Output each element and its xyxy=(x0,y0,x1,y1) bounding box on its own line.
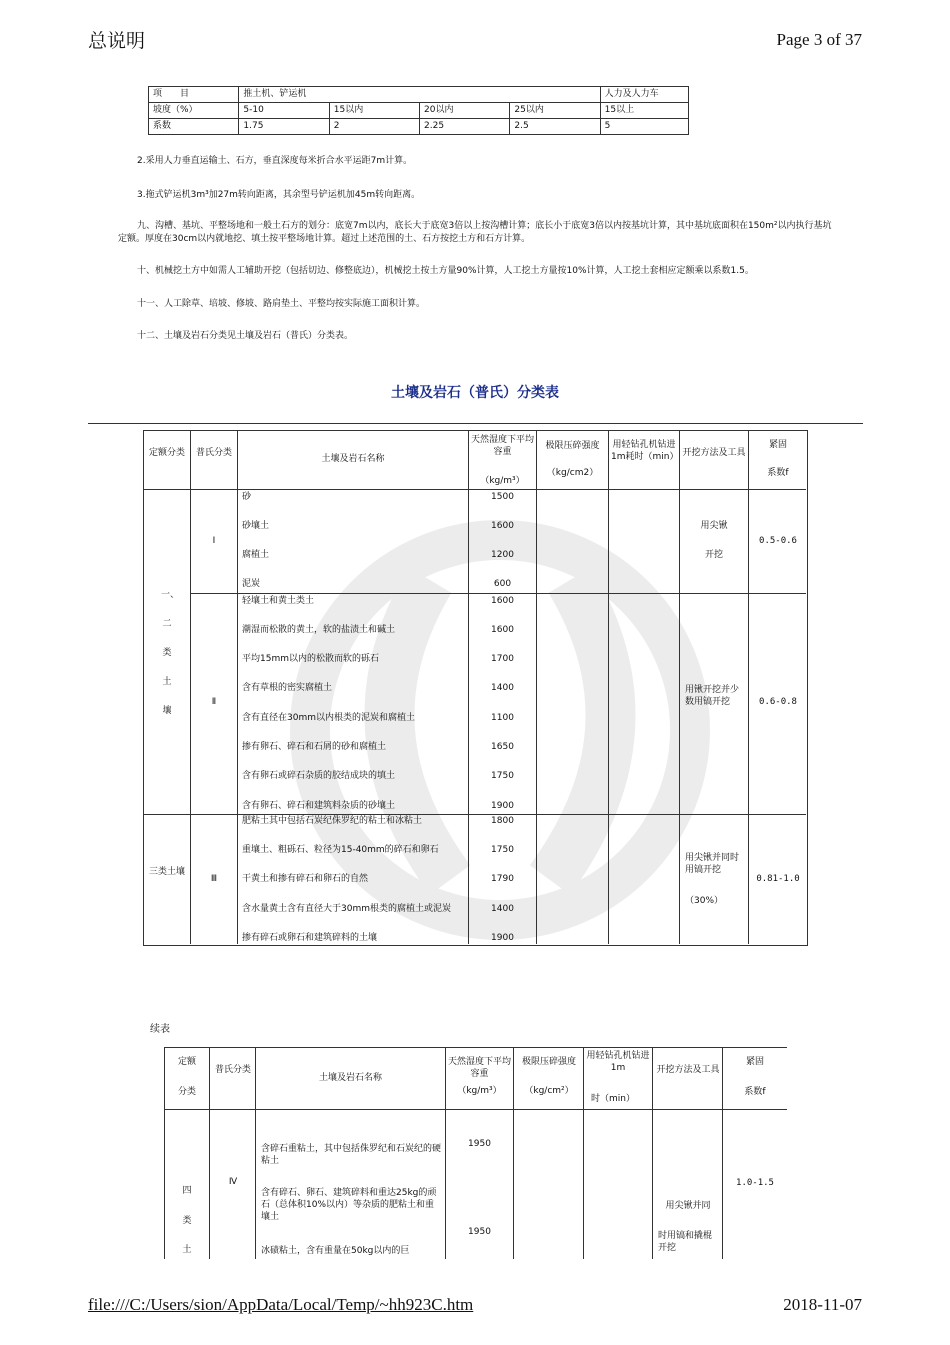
soil-name: 重壤土、粗砾石、粒径为15-40mm的碎石和卵石 xyxy=(242,845,439,855)
soil-name: 砂 xyxy=(242,492,252,502)
soil-name: 冰碛粘土，含有重量在50kg以内的巨 xyxy=(261,1246,410,1256)
density-value: 1750 xyxy=(491,845,514,855)
table-cell: 2.25 xyxy=(420,119,510,135)
paragraph-11: 十一、人工除草、培坡、修坡、路肩垫土、平整均按实际施工面积计算。 xyxy=(137,299,426,309)
density-value: 1400 xyxy=(491,904,514,914)
soil-name: 含有直径在30mm以内根类的泥炭和腐植土 xyxy=(242,713,415,723)
soil-name: 含碎石重粘土，其中包括侏罗纪和石炭纪的硬粘土 xyxy=(261,1144,442,1166)
slope-coefficient-table xyxy=(148,86,689,135)
document-title: 总说明 xyxy=(88,30,146,52)
header-excavation-method: 开挖方法及工具 xyxy=(656,1065,720,1075)
density-value: 1700 xyxy=(491,654,514,664)
header-firmness: 紧固 xyxy=(768,440,787,450)
soil-name: 含有草根的密实腐植土 xyxy=(242,683,333,693)
soil-name: 轻壤土和黄土类土 xyxy=(242,596,315,606)
header-drill-time: 用轻钻孔机钻进1m耗时（min） xyxy=(611,440,679,462)
group-label-part: 四 xyxy=(182,1186,192,1196)
density-value: 1200 xyxy=(491,550,514,560)
soil-name: 干黄土和掺有碎石和卵石的自然 xyxy=(242,874,369,884)
protodyakonov-class-III: Ⅲ xyxy=(210,874,218,884)
header-drill-time-unit: 时（min） xyxy=(591,1094,635,1104)
page-indicator: Page 3 of 37 xyxy=(776,30,862,49)
table-row xyxy=(149,119,689,135)
soil-name: 砂壤土 xyxy=(242,521,270,531)
density-value: 1600 xyxy=(491,521,514,531)
density-value: 1950 xyxy=(468,1227,491,1237)
density-value: 1950 xyxy=(468,1139,491,1149)
excavation-method: 开挖 xyxy=(704,550,723,560)
soil-name: 泥炭 xyxy=(242,579,261,589)
firmness-coef: 0.5-0.6 xyxy=(759,536,797,546)
firmness-coef: 1.0-1.5 xyxy=(736,1178,774,1188)
header-soil-name: 土壤及岩石名称 xyxy=(318,1073,382,1083)
header-protodyakonov-class: 普氏分类 xyxy=(214,1065,251,1075)
soil-classification-table-continued xyxy=(164,1047,787,1259)
table-cell: 项 目 xyxy=(149,87,239,103)
firmness-coef: 0.81-1.0 xyxy=(756,874,800,884)
header-firmness-coef: 系数f xyxy=(767,468,789,478)
group-label-part: 土 xyxy=(182,1245,192,1255)
table-cell: 15以上 xyxy=(600,103,688,119)
header-strength-unit: （kg/cm²） xyxy=(524,1086,574,1096)
excavation-method-note: （30%） xyxy=(685,896,724,906)
table-cell: 5 xyxy=(600,119,688,135)
soil-classification-table xyxy=(143,430,808,946)
density-value: 1100 xyxy=(491,713,514,723)
group-label-class-1-2: 一、二类土壤 xyxy=(161,590,180,716)
soil-name: 掺有碎石或卵石和建筑碎料的土壤 xyxy=(242,933,378,943)
density-value: 1600 xyxy=(491,625,514,635)
paragraph-2: 2.采用人力垂直运输土、石方，垂直深度每米折合水平运距7m计算。 xyxy=(137,156,413,166)
soil-name: 潮湿而松散的黄土，软的盐渍土和碱土 xyxy=(242,625,396,635)
header-excavation-method: 开挖方法及工具 xyxy=(682,448,746,458)
density-value: 1650 xyxy=(491,742,514,752)
excavation-method: 用尖锹 xyxy=(700,521,728,531)
table-row xyxy=(149,103,689,119)
density-value: 1900 xyxy=(491,933,514,943)
soil-name: 含有碎石、卵石、建筑碎料和重达25kg的顽石（总体积10%以内）等杂质的肥粘土和重壤土 xyxy=(261,1188,437,1222)
header-density: 天然湿度下平均容重 xyxy=(471,435,535,457)
protodyakonov-class-I: Ⅰ xyxy=(212,536,216,546)
table-cell: 1.75 xyxy=(239,119,329,135)
density-value: 1400 xyxy=(491,683,514,693)
excavation-method: 时用镐和撬棍开挖 xyxy=(658,1231,713,1253)
protodyakonov-class-IV: Ⅳ xyxy=(228,1177,238,1187)
soil-name: 平均15mm以内的松散而软的砾石 xyxy=(242,654,379,664)
soil-name: 含水量黄土含有直径大于30mm根类的腐植土或泥炭 xyxy=(242,904,451,914)
header-quota-class: 定额分类 xyxy=(148,448,185,458)
header-compressive-strength: 极限压碎强度 xyxy=(521,1057,576,1067)
table-row xyxy=(149,87,689,103)
table-cell: 15以内 xyxy=(329,103,419,119)
group-label-class-3: 三类土壤 xyxy=(148,867,185,877)
header-soil-name: 土壤及岩石名称 xyxy=(321,454,385,464)
header-quota: 定额 xyxy=(177,1057,196,1067)
header-firmness: 紧固 xyxy=(745,1057,764,1067)
density-value: 1800 xyxy=(491,816,514,826)
soil-name: 掺有卵石、碎石和石屑的砂和腐植土 xyxy=(242,742,387,752)
header-drill-time: 用轻钻孔机钻进1m xyxy=(586,1051,650,1073)
paragraph-12: 十二、土壤及岩石分类见土壤及岩石（普氏）分类表。 xyxy=(137,331,354,341)
continued-label: 续表 xyxy=(150,1024,170,1035)
table-cell: 25以内 xyxy=(510,103,600,119)
soil-name: 腐植土 xyxy=(242,550,270,560)
soil-name: 含有卵石、碎石和建筑料杂质的砂壤土 xyxy=(242,801,396,811)
table-cell: 坡度（%） xyxy=(149,103,239,119)
table-cell: 5-10 xyxy=(239,103,329,119)
density-value: 1900 xyxy=(491,801,514,811)
paragraph-3: 3.拖式铲运机3m³加27m转向距离，其余型号铲运机加45m转向距离。 xyxy=(137,190,421,200)
table-cell: 人力及人力车 xyxy=(600,87,688,103)
file-path-link[interactable]: file:///C:/Users/sion/AppData/Local/Temp/~hh923C.htm xyxy=(88,1295,474,1314)
excavation-method: 用尖锹并同 xyxy=(665,1201,711,1211)
header-density-unit: （kg/m³） xyxy=(480,476,525,486)
table-cell: 系数 xyxy=(149,119,239,135)
header-density: 天然湿度下平均容重 xyxy=(448,1057,512,1079)
header-density-unit: （kg/m³） xyxy=(457,1086,502,1096)
header-strength-unit: （kg/cm2） xyxy=(546,468,599,478)
density-value: 1790 xyxy=(491,874,514,884)
firmness-coef: 0.6-0.8 xyxy=(759,697,797,707)
protodyakonov-class-II: Ⅱ xyxy=(211,697,217,707)
excavation-method: 用尖锹并同时用镐开挖 xyxy=(685,853,740,875)
header-protodyakonov-class: 普氏分类 xyxy=(195,448,232,458)
density-value: 1750 xyxy=(491,771,514,781)
density-value: 1600 xyxy=(491,596,514,606)
soil-name: 含有卵石或碎石杂质的胶结成块的填土 xyxy=(242,771,396,781)
table-cell: 2 xyxy=(329,119,419,135)
table-cell: 20以内 xyxy=(420,103,510,119)
header-compressive-strength: 极限压碎强度 xyxy=(545,441,600,451)
section-title: 土壤及岩石（普氏）分类表 xyxy=(391,385,559,401)
print-date: 2018-11-07 xyxy=(783,1295,862,1314)
header-firmness-coef: 系数f xyxy=(744,1087,766,1097)
table-cell: 推土机、铲运机 xyxy=(239,87,600,103)
density-value: 600 xyxy=(493,579,512,589)
title-divider xyxy=(88,423,863,424)
paragraph-10: 十、机械挖土方中如需人工辅助开挖（包括切边、修整底边），机械挖土按土方量90%计算，人工挖土方量按10%计算，人工挖土套相应定额乘以系数1.5。 xyxy=(137,266,754,276)
group-label-part: 类 xyxy=(182,1216,192,1226)
header-class: 分类 xyxy=(177,1087,196,1097)
excavation-method: 用锹开挖并少数用镐开挖 xyxy=(685,685,740,707)
density-value: 1500 xyxy=(491,492,514,502)
soil-name: 肥粘土其中包括石炭纪侏罗纪的粘土和冰粘土 xyxy=(242,816,423,826)
paragraph-9: 九、沟槽、基坑、平整场地和一般土石方的划分：底宽7m以内，底长大于底宽3倍以上按沟槽计算；底长小于底宽3倍以内按基坑计算，其中基坑底面积在150m²以内执行基坑定额。厚度在30cm以内就地挖、填土按平整场地计算。超过上述范围的土、石方按挖土方和石方计算。 xyxy=(118,221,832,244)
table-cell: 2.5 xyxy=(510,119,600,135)
